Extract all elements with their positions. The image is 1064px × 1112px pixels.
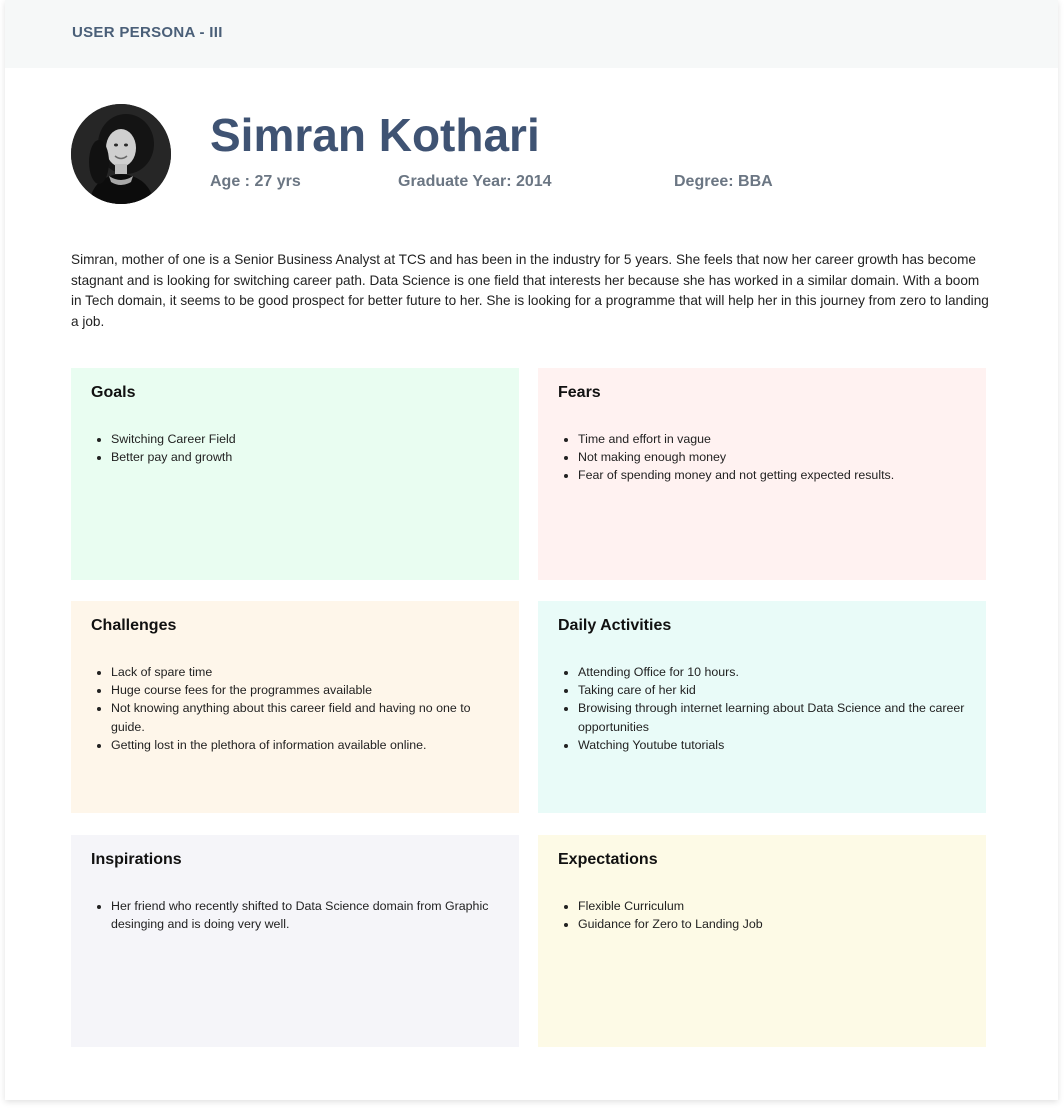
- inspirations-list: [91, 897, 499, 933]
- persona-name: Simran Kothari: [210, 109, 540, 161]
- persona-degree: Degree: BBA: [674, 173, 773, 190]
- fears-card: [538, 368, 986, 580]
- challenges-title: Challenges: [91, 617, 177, 634]
- avatar: [71, 104, 171, 204]
- list-item: • Better pay and growth: [111, 448, 499, 466]
- header-title: USER PERSONA - III: [72, 24, 223, 41]
- daily-activities-card: [538, 601, 986, 813]
- challenges-list: [91, 663, 499, 754]
- persona-age: Age : 27 yrs: [210, 173, 301, 190]
- goals-title: Goals: [91, 384, 136, 401]
- goals-list: [91, 430, 499, 466]
- list-item: • Not knowing anything about this career field and having no one to guide.: [111, 699, 499, 735]
- inspirations-card: [71, 835, 519, 1047]
- persona-graduate-year: Graduate Year: 2014: [398, 173, 552, 190]
- fears-list: [558, 430, 966, 485]
- list-item: • Lack of spare time: [111, 663, 499, 681]
- list-item: • Not making enough money: [578, 448, 966, 466]
- expectations-list: [558, 897, 966, 933]
- list-item: • Her friend who recently shifted to Data Science domain from Graphic desinging and is doing very well.: [111, 897, 499, 933]
- list-item: • Huge course fees for the programmes available: [111, 681, 499, 699]
- persona-description: Simran, mother of one is a Senior Business Analyst at TCS and has been in the industry for 5 years. She feels that now her career growth has become stagnant and is looking for switching career path. Data Science is one field that interests her because she has worked in a similar domain. With a boom in Tech domain, it seems to be good prospect for better future to her. She is looking for a programme that will help her in this journey from zero to landing a job.: [71, 252, 989, 329]
- list-item: • Switching Career Field: [111, 430, 499, 448]
- daily-activities-list: [558, 663, 966, 754]
- goals-card: [71, 368, 519, 580]
- header-bar: [5, 0, 1058, 68]
- list-item: • Time and effort in vague: [578, 430, 966, 448]
- daily-activities-title: Daily Activities: [558, 617, 672, 634]
- expectations-title: Expectations: [558, 851, 658, 868]
- fears-title: Fears: [558, 384, 601, 401]
- list-item: • Taking care of her kid: [578, 681, 966, 699]
- list-item: • Flexible Curriculum: [578, 897, 966, 915]
- expectations-card: [538, 835, 986, 1047]
- list-item: • Watching Youtube tutorials: [578, 736, 966, 754]
- list-item: • Guidance for Zero to Landing Job: [578, 915, 966, 933]
- persona-page: [5, 0, 1058, 1100]
- user-photo-icon: [71, 104, 171, 204]
- list-item: • Getting lost in the plethora of information available online.: [111, 736, 499, 754]
- list-item: • Browising through internet learning about Data Science and the career opportunities: [578, 699, 966, 735]
- list-item: • Attending Office for 10 hours.: [578, 663, 966, 681]
- challenges-card: [71, 601, 519, 813]
- inspirations-title: Inspirations: [91, 851, 182, 868]
- list-item: • Fear of spending money and not getting expected results.: [578, 466, 966, 484]
